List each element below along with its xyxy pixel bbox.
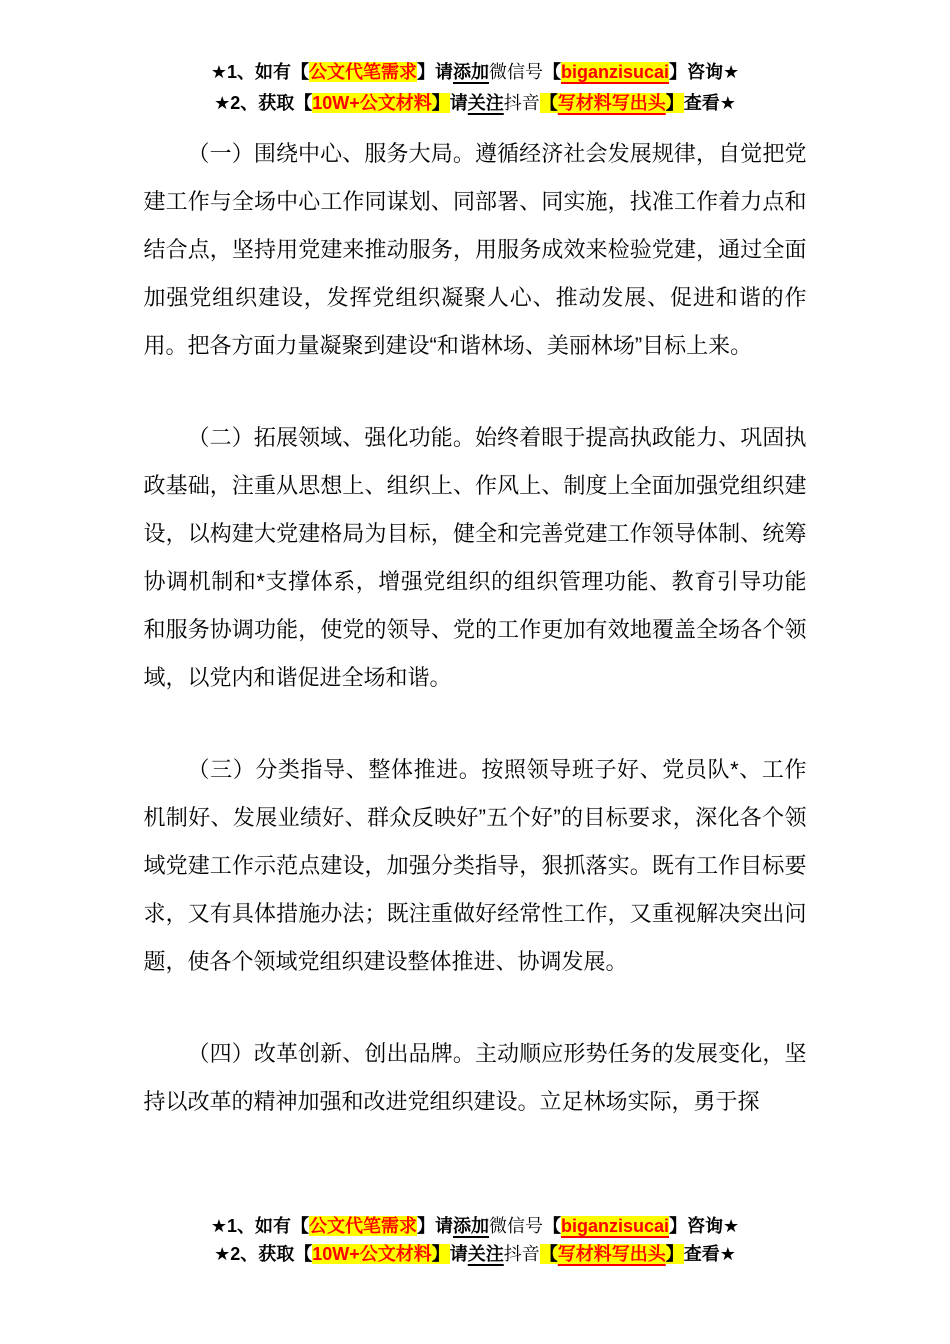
promo-segment: biganzisucai xyxy=(560,62,670,82)
promo-header xyxy=(0,0,950,119)
promo-segment: 】 xyxy=(431,93,450,113)
promo-segment: 查看★ xyxy=(683,93,736,113)
promo-segment: ★2、获取【 xyxy=(214,1244,313,1264)
promo-segment: 】 xyxy=(665,93,684,113)
promo-segment: 请 xyxy=(449,1244,468,1264)
promo-segment: 添加 xyxy=(452,1216,489,1236)
paragraph-1: （一）围绕中心、服务大局。遵循经济社会发展规律，自觉把党建工作与全场中心工作同谋划、同部署、同实施，找准工作着力点和结合点，坚持用党建来推动服务，用服务成效来检验党建，通过全面加强党组织建设，发挥党组织凝聚人心、推动发展、促进和谐的作用。把各方面力量凝聚到建设“和谐林场、美丽林场”目标上来。 xyxy=(143,141,807,358)
document-body xyxy=(144,130,807,1126)
promo-segment: 微信号 xyxy=(488,1216,543,1236)
promo-segment: 关注 xyxy=(467,93,504,113)
promo-segment: 微信号 xyxy=(488,62,543,82)
promo-segment: 】请 xyxy=(416,1216,453,1236)
promo-segment: 关注 xyxy=(467,1244,504,1264)
promo-segment: 】 xyxy=(665,1244,684,1264)
promo-header-line-2 xyxy=(0,88,950,119)
paragraph-3: （三）分类指导、整体推进。按照领导班子好、党员队*、工作机制好、发展业绩好、群众反映好”五个好”的目标要求，深化各个领域党建工作示范点建设，加强分类指导，狠抓落实。既有工作目标要求，又有具体措施办法；既注重做好经常性工作，又重视解决突出问题，使各个领域党组织建设整体推进、协调发展。 xyxy=(143,757,807,974)
promo-segment: 【 xyxy=(539,1244,558,1264)
paragraph-4: （四）改革创新、创出品牌。主动顺应形势任务的发展变化，坚持以改革的精神加强和改进党组织建设。立足林场实际，勇于探 xyxy=(143,1041,807,1114)
promo-segment: 】咨询★ xyxy=(669,62,740,82)
promo-segment: 】 xyxy=(431,1244,450,1264)
promo-segment: 请 xyxy=(449,93,468,113)
promo-header-line-1 xyxy=(0,57,950,88)
promo-segment: ★1、如有【 xyxy=(210,62,309,82)
promo-segment: 查看★ xyxy=(683,1244,736,1264)
promo-segment: 10W+公文材料 xyxy=(312,93,432,113)
promo-segment: 公文代笔需求 xyxy=(308,62,417,82)
promo-segment: 写材料写出头 xyxy=(557,1244,666,1264)
promo-segment: 10W+公文材料 xyxy=(312,1244,432,1264)
promo-segment: 】咨询★ xyxy=(669,1216,740,1236)
promo-segment: 【 xyxy=(542,62,561,82)
promo-segment: 公文代笔需求 xyxy=(308,1216,417,1236)
paragraph-2: （二）拓展领域、强化功能。始终着眼于提高执政能力、巩固执政基础，注重从思想上、组织上、作风上、制度上全面加强党组织建设，以构建大党建格局为目标，健全和完善党建工作领导体制、统筹协调机制和*支撑体系，增强党组织的组织管理功能、教育引导功能和服务协调功能，使党的领导、党的工作更加有效地覆盖全场各个领域，以党内和谐促进全场和谐。 xyxy=(143,425,807,690)
promo-segment: ★1、如有【 xyxy=(210,1216,309,1236)
promo-footer-line-2 xyxy=(0,1240,950,1268)
promo-segment: 抖音 xyxy=(503,1244,540,1264)
promo-segment: 【 xyxy=(539,93,558,113)
promo-segment: biganzisucai xyxy=(560,1216,670,1236)
promo-segment: 抖音 xyxy=(503,93,540,113)
promo-segment: 写材料写出头 xyxy=(557,93,666,113)
promo-segment: 添加 xyxy=(452,62,489,82)
promo-segment: ★2、获取【 xyxy=(214,93,313,113)
promo-footer-line-1 xyxy=(0,1212,950,1240)
promo-segment: 】请 xyxy=(416,62,453,82)
promo-segment: 【 xyxy=(542,1216,561,1236)
promo-footer xyxy=(0,1212,950,1268)
